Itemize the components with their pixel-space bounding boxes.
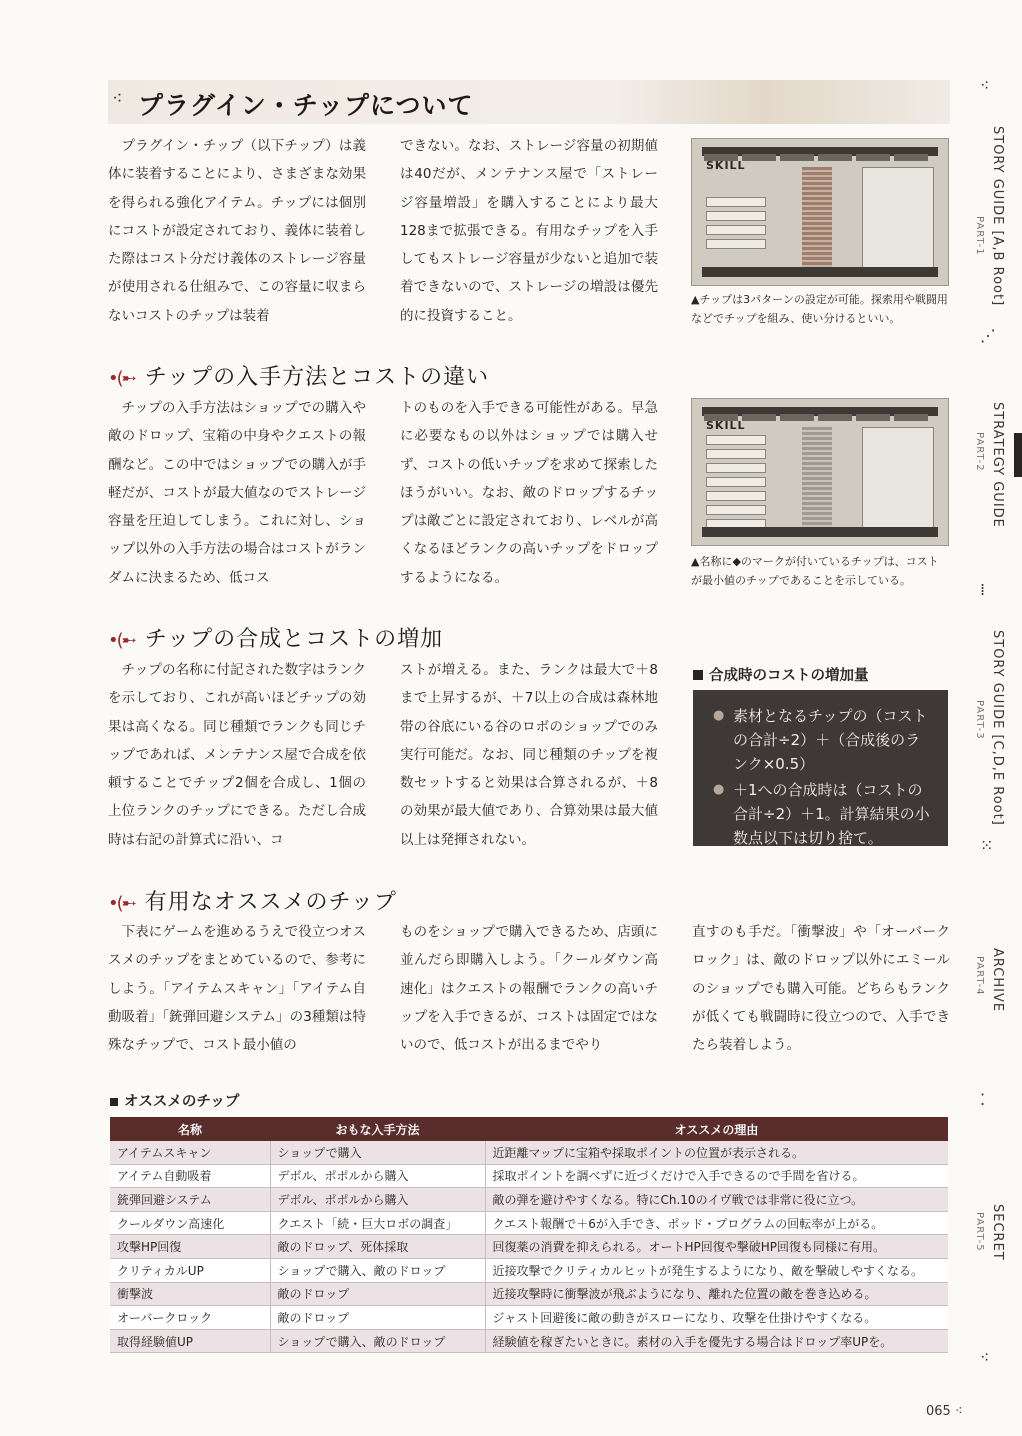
side-nav-part5[interactable]: ⁚ SECRET PART-5 ⁖ [974, 1090, 1005, 1367]
section2-col1: チップの名称に付記された数字はランクを示しており、これが高いほどチップの効果は高くなる。同じ種類でランクも同じチップであれば、メンテナンス屋で合成を依頼することでチップ2個を合成し、1個の上位ランクのチップにできる。ただし合成時は右記の計算式に沿い、コ [108, 662, 366, 848]
table-header: おもな入手方法 [270, 1117, 485, 1141]
section1-col2: トのものを入手できる可能性がある。早急に必要なもの以外はショップでは購入せず、コストの低いチップを求めて探索したほうがいい。なお、敵のドロップするチップは敵ごとに設定されており、レベルが高くなるほどランクの高いチップをドロップするようになる。 [400, 400, 658, 586]
section3-col3: 直すのも手だ。「衝撃波」や「オーバークロック」は、敵のドロップ以外にエミールのショップでも購入可能。どちらもランクが低くても戦闘時に役立つので、入手できたら装着しよう。 [692, 924, 950, 1054]
table-row: オーバークロック 敵のドロップ ジャスト回避後に敵の動きがスローになり、攻撃を仕掛けやすくなる。 [110, 1306, 948, 1330]
side-nav-part1[interactable]: ⁖ STORY GUIDE [A,B Root] PART-1 [974, 76, 1005, 307]
table-row: 攻撃HP回復 敵のドロップ、死体採取 回復薬の消費を抑えられる。オートHP回復や撃破HP回復も同様に有用。 [110, 1235, 948, 1259]
side-nav-part4[interactable]: ⁙ ARCHIVE PART-4 [974, 836, 1005, 1013]
side-nav-part3[interactable]: ⁞ STORY GUIDE [C,D,E Root] PART-3 [974, 580, 1005, 826]
title-mark-icon: ⁖ [112, 88, 123, 109]
page-number: 065 ⁖ [926, 1404, 963, 1419]
table-row: 衝撃波 敵のドロップ 近接攻撃時に衝撃波が飛ぶようになり、離れた位置の敵を巻き込める。 [110, 1282, 948, 1306]
side-nav-part2[interactable]: ⋰ STRATEGY GUIDE PART-2 [974, 326, 1005, 528]
section2-col2: ストが増える。また、ランクは最大で＋8まで上昇するが、＋7以上の合成は森林地帯の谷底にいる谷のロボのショップでのみ実行可能だ。なお、同じ種類のチップを複数セットすると効果は合算されるが、＋8の効果が最大値であり、合算効果は最大値以上は発揮されない。 [400, 662, 658, 848]
dots-icon: ⁖ [980, 1348, 990, 1367]
dots-icon: ⁖ [980, 76, 990, 95]
section1-caption: ▲名称に◆のマークが付いているチップは、コストが最小値のチップであることを示している。 [691, 555, 939, 587]
table-row: アイテム自動吸着 デボル、ポポルから購入 採取ポイントを調べずに近づくだけで入手できるので手間を省ける。 [110, 1164, 948, 1188]
table-row: クールダウン高速化 クエスト「続・巨大ロボの調査」 クエスト報酬で＋6が入手でき、ポッド・プログラムの回転率が上がる。 [110, 1211, 948, 1235]
table-title: オススメのチップ [110, 1090, 239, 1111]
section3-heading: •(➸ 有用なオススメのチップ [108, 890, 397, 915]
section1-col1: チップの入手方法はショップでの購入や敵のドロップ、宝箱の中身やクエストの報酬など。この中ではショップでの購入が手軽だが、コストが最大値なのでストレージ容量を圧迫してしまう。これに対し、ショップ以外の入手方法の場合はコストがランダムに決まるため、低コス [108, 400, 366, 586]
section1-heading: •(➸ チップの入手方法とコストの違い [108, 365, 490, 390]
vertical-dots-icon: ⁞ [980, 580, 986, 599]
screenshot-skill-1: SKILL [691, 138, 949, 286]
intro-caption: ▲チップは3パターンの設定が可能。探索用や戦闘用などでチップを組み、使い分けるといい。 [691, 293, 948, 325]
section3-col1: 下表にゲームを進めるうえで役立つオススメのチップをまとめているので、参考にしよう。「アイテムスキャン」「アイテム自動吸着」「銃弾回避システム」の3種類は特殊なチップで、コスト最小値の [108, 924, 366, 1054]
cost-box [693, 690, 948, 846]
table-row: クリティカルUP ショップで購入、敵のドロップ 近接攻撃でクリティカルヒットが発生するようになり、敵を撃破しやすくなる。 [110, 1258, 948, 1282]
table-header: 名称 [110, 1117, 270, 1141]
arrow-icon: •(➸ [108, 368, 135, 389]
page-title: プラグイン・チップについて [138, 91, 474, 120]
bracket-dots-icon: ⁚ [980, 1090, 986, 1109]
chip-table [110, 1117, 948, 1353]
arrow-icon: •(➸ [108, 630, 135, 651]
screenshot-skill-2: SKILL [691, 398, 949, 546]
table-row: 銃弾回避システム デボル、ポポルから購入 敵の弾を避けやすくなる。特にCh.10のイヴ戦では非常に役に立つ。 [110, 1188, 948, 1212]
cost-rule-1: ● 素材となるチップの（コストの合計÷2）＋（合成後のランク×0.5） [713, 704, 934, 776]
section2-heading: •(➸ チップの合成とコストの増加 [108, 627, 444, 652]
table-row: アイテムスキャン ショップで購入 近距離マップに宝箱や採取ポイントの位置が表示される。 [110, 1141, 948, 1164]
cost-rule-2: ● ＋1への合成時は（コストの合計÷2）＋1。計算結果の小数点以下は切り捨て。 [713, 778, 934, 850]
cross-dots-icon: ⁙ [980, 836, 994, 855]
intro-col2: できない。なお、ストレージ容量の初期値は40だが、メンテナンス屋で「ストレージ容量増設」を購入することにより最大128まで拡張できる。有用なチップを入手してもストレージ容量が少ないと追加で装着できないので、ストレージの増設は優先的に投資すること。 [400, 138, 658, 324]
table-header: オススメの理由 [485, 1117, 948, 1141]
arrow-icon: •(➸ [108, 893, 135, 914]
diagonal-dots-icon: ⋰ [980, 326, 996, 345]
table-row: 取得経験値UP ショップで購入、敵のドロップ 経験値を稼ぎたいときに。素材の入手を優先する場合はドロップ率UPを。 [110, 1329, 948, 1353]
cost-box-title: 合成時のコストの増加量 [693, 664, 869, 685]
section3-col2: ものをショップで購入できるため、店頭に並んだら即購入しよう。「クールダウン高速化」はクエストの報酬でランクの高いチップを入手できるが、コストは固定ではないので、低コストが出るまでやり [400, 924, 658, 1054]
current-part-marker [1014, 433, 1022, 477]
intro-col1: プラグイン・チップ（以下チップ）は義体に装着することにより、さまざまな効果を得られる強化アイテム。チップには個別にコストが設定されており、義体に装着した際はコスト分だけ義体のストレージ容量が使用される仕組みで、この容量に収まらないコストのチップは装着 [108, 138, 366, 324]
